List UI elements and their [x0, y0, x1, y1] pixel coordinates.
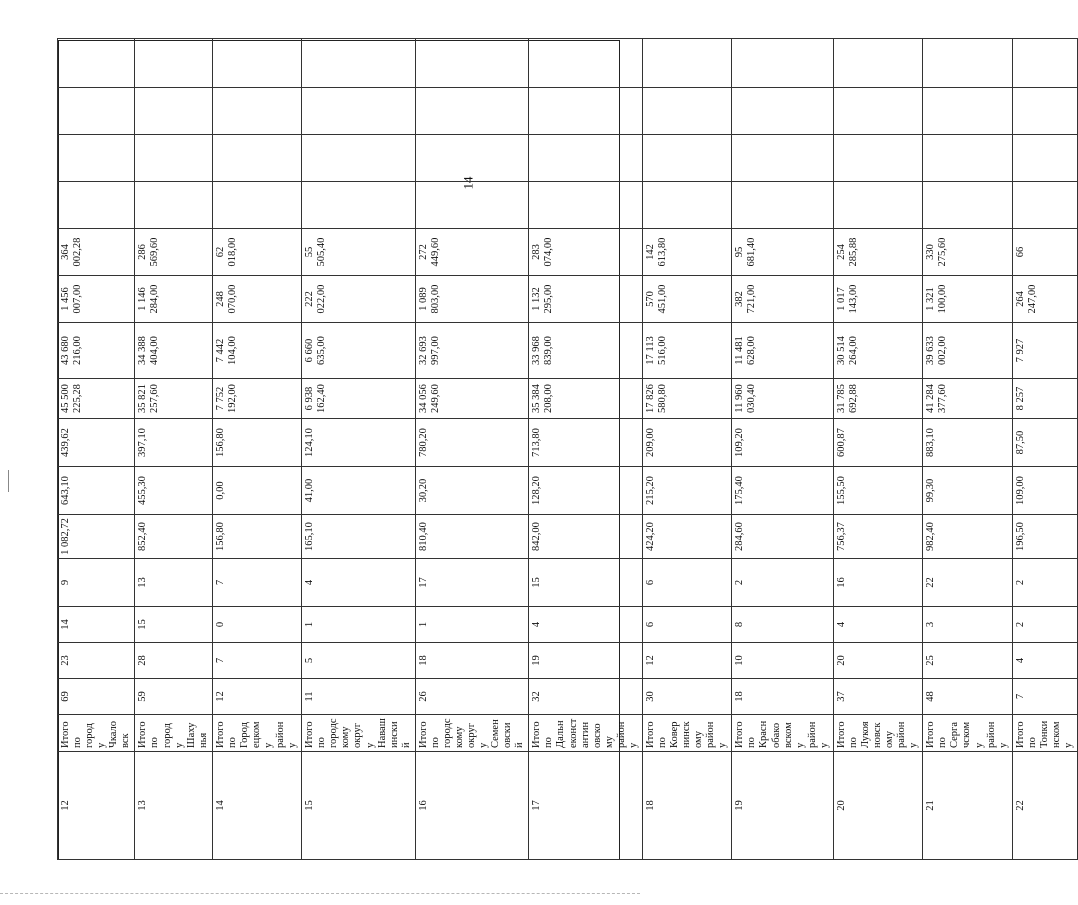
empty-cell — [642, 182, 731, 229]
empty-cell — [732, 39, 834, 88]
value-cell-c11: 272 449,60 — [415, 229, 529, 276]
table-row — [529, 39, 643, 860]
value-cell-c1: 37 — [833, 679, 922, 715]
table-row — [135, 39, 212, 860]
value-cell-c5: 842,00 — [529, 515, 643, 559]
value-cell-c5: 424,20 — [642, 515, 731, 559]
value-cell-c11: 364 002,28 — [58, 229, 135, 276]
value-cell-c5: 982,40 — [923, 515, 1012, 559]
row-number-cell: 18 — [642, 752, 731, 860]
value-cell-c6: 455,30 — [135, 467, 212, 515]
empty-cell — [833, 88, 922, 135]
row-label-cell: Итого по Краснобаковскому району — [732, 715, 834, 752]
value-cell-c2: 12 — [642, 643, 731, 679]
value-cell-c4: 2 — [1012, 559, 1077, 607]
row-number-cell: 20 — [833, 752, 922, 860]
empty-cell — [529, 88, 643, 135]
table-row — [732, 39, 834, 860]
value-cell-c1: 12 — [212, 679, 301, 715]
row-label-cell: Итого по Дальнеконстантиновскому району — [529, 715, 643, 752]
value-cell-c9: 33 968 839,00 — [529, 323, 643, 379]
empty-cell — [212, 88, 301, 135]
value-cell-c7: 87,50 — [1012, 419, 1077, 467]
empty-cell — [642, 135, 731, 182]
value-cell-c4: 9 — [58, 559, 135, 607]
value-cell-c10: 248 070,00 — [212, 276, 301, 323]
value-cell-c6: 30,20 — [415, 467, 529, 515]
table-row — [1012, 39, 1077, 860]
empty-cell — [212, 135, 301, 182]
table-row — [302, 39, 416, 860]
empty-cell — [732, 88, 834, 135]
table-row — [212, 39, 301, 860]
value-cell-c9: 32 693 997,00 — [415, 323, 529, 379]
empty-cell — [833, 39, 922, 88]
value-cell-c8: 35 821 257,60 — [135, 379, 212, 419]
value-cell-c7: 397,10 — [135, 419, 212, 467]
value-cell-c9: 17 113 516,00 — [642, 323, 731, 379]
value-cell-c1: 30 — [642, 679, 731, 715]
row-number-cell: 16 — [415, 752, 529, 860]
value-cell-c4: 7 — [212, 559, 301, 607]
value-cell-c7: 883,10 — [923, 419, 1012, 467]
row-number-cell: 12 — [58, 752, 135, 860]
empty-cell — [58, 135, 135, 182]
value-cell-c2: 19 — [529, 643, 643, 679]
value-cell-c1: 7 — [1012, 679, 1077, 715]
value-cell-c10: 382 721,00 — [732, 276, 834, 323]
value-cell-c11: 142 613,80 — [642, 229, 731, 276]
row-number-cell: 15 — [302, 752, 416, 860]
empty-cell — [135, 182, 212, 229]
value-cell-c6: 41,00 — [302, 467, 416, 515]
value-cell-c10: 1 456 007,00 — [58, 276, 135, 323]
empty-cell — [1012, 182, 1077, 229]
empty-cell — [732, 182, 834, 229]
value-cell-c7: 109,20 — [732, 419, 834, 467]
value-cell-c10: 222 022,00 — [302, 276, 416, 323]
value-cell-c11: 95 681,40 — [732, 229, 834, 276]
empty-cell — [212, 182, 301, 229]
value-cell-c9: 34 388 404,00 — [135, 323, 212, 379]
value-cell-c6: 155,50 — [833, 467, 922, 515]
empty-cell — [58, 182, 135, 229]
empty-cell — [1012, 88, 1077, 135]
value-cell-c5: 165,10 — [302, 515, 416, 559]
value-cell-c7: 439,62 — [58, 419, 135, 467]
value-cell-c6: 643,10 — [58, 467, 135, 515]
empty-cell — [923, 182, 1012, 229]
value-cell-c3: 2 — [1012, 607, 1077, 643]
value-cell-c2: 10 — [732, 643, 834, 679]
value-cell-c6: 128,20 — [529, 467, 643, 515]
empty-cell — [529, 39, 643, 88]
empty-cell — [135, 39, 212, 88]
empty-cell — [58, 88, 135, 135]
value-cell-c5: 756,37 — [833, 515, 922, 559]
value-cell-c3: 6 — [642, 607, 731, 643]
value-cell-c2: 28 — [135, 643, 212, 679]
row-number-cell: 21 — [923, 752, 1012, 860]
empty-cell — [923, 135, 1012, 182]
value-cell-c4: 2 — [732, 559, 834, 607]
scan-edge-line — [0, 893, 640, 895]
page-number: 14 — [460, 176, 476, 190]
value-cell-c9: 6 660 635,00 — [302, 323, 416, 379]
value-cell-c5: 196,50 — [1012, 515, 1077, 559]
value-cell-c8: 6 938 162,40 — [302, 379, 416, 419]
row-label-cell: Итого по Ковернинскому району — [642, 715, 731, 752]
value-cell-c10: 1 146 284,00 — [135, 276, 212, 323]
value-cell-c7: 209,00 — [642, 419, 731, 467]
value-cell-c4: 4 — [302, 559, 416, 607]
value-cell-c6: 109,00 — [1012, 467, 1077, 515]
value-cell-c7: 780,20 — [415, 419, 529, 467]
value-cell-c8: 35 384 208,00 — [529, 379, 643, 419]
value-cell-c5: 852,40 — [135, 515, 212, 559]
empty-cell — [1012, 39, 1077, 88]
value-cell-c9: 7 927 — [1012, 323, 1077, 379]
value-cell-c3: 4 — [529, 607, 643, 643]
value-cell-c8: 7 752 192,00 — [212, 379, 301, 419]
value-cell-c8: 45 500 225,28 — [58, 379, 135, 419]
row-number-cell: 19 — [732, 752, 834, 860]
empty-cell — [833, 182, 922, 229]
empty-cell — [415, 88, 529, 135]
value-cell-c8: 31 785 692,88 — [833, 379, 922, 419]
value-cell-c5: 1 082,72 — [58, 515, 135, 559]
value-cell-c4: 6 — [642, 559, 731, 607]
empty-cell — [302, 135, 416, 182]
value-cell-c5: 810,40 — [415, 515, 529, 559]
value-cell-c1: 48 — [923, 679, 1012, 715]
value-cell-c7: 156,80 — [212, 419, 301, 467]
table-row — [58, 39, 135, 860]
value-cell-c3: 15 — [135, 607, 212, 643]
value-cell-c1: 69 — [58, 679, 135, 715]
value-cell-c10: 1 017 143,00 — [833, 276, 922, 323]
value-cell-c8: 41 284 377,60 — [923, 379, 1012, 419]
rotated-table-container — [57, 40, 1074, 860]
value-cell-c3: 14 — [58, 607, 135, 643]
value-cell-c7: 713,80 — [529, 419, 643, 467]
value-cell-c9: 43 680 216,00 — [58, 323, 135, 379]
empty-cell — [642, 39, 731, 88]
value-cell-c5: 156,80 — [212, 515, 301, 559]
value-cell-c8: 8 257 — [1012, 379, 1077, 419]
value-cell-c3: 3 — [923, 607, 1012, 643]
value-cell-c9: 7 442 104,00 — [212, 323, 301, 379]
table-row — [415, 39, 529, 860]
empty-cell — [135, 135, 212, 182]
table-row — [642, 39, 731, 860]
value-cell-c11: 330 275,60 — [923, 229, 1012, 276]
empty-cell — [1012, 135, 1077, 182]
table-row — [833, 39, 922, 860]
value-cell-c2: 18 — [415, 643, 529, 679]
value-cell-c9: 11 481 628,00 — [732, 323, 834, 379]
value-cell-c10: 570 451,00 — [642, 276, 731, 323]
value-cell-c4: 13 — [135, 559, 212, 607]
value-cell-c10: 1 321 100,00 — [923, 276, 1012, 323]
value-cell-c3: 1 — [415, 607, 529, 643]
row-label-cell: Итого по городскому округу Навашинский — [302, 715, 416, 752]
empty-cell — [833, 135, 922, 182]
value-cell-c10: 1 089 803,00 — [415, 276, 529, 323]
value-cell-c8: 34 056 249,60 — [415, 379, 529, 419]
value-cell-c10: 264 247,00 — [1012, 276, 1077, 323]
value-cell-c1: 59 — [135, 679, 212, 715]
empty-cell — [302, 88, 416, 135]
value-cell-c1: 32 — [529, 679, 643, 715]
value-cell-c4: 17 — [415, 559, 529, 607]
row-number-cell: 17 — [529, 752, 643, 860]
empty-cell — [135, 88, 212, 135]
value-cell-c3: 1 — [302, 607, 416, 643]
value-cell-c5: 284,60 — [732, 515, 834, 559]
value-cell-c6: 215,20 — [642, 467, 731, 515]
value-cell-c8: 11 960 030,40 — [732, 379, 834, 419]
value-cell-c4: 16 — [833, 559, 922, 607]
value-cell-c8: 17 826 580,80 — [642, 379, 731, 419]
empty-cell — [302, 39, 416, 88]
empty-cell — [212, 39, 301, 88]
value-cell-c9: 30 514 264,00 — [833, 323, 922, 379]
value-cell-c11: 66 — [1012, 229, 1077, 276]
value-cell-c11: 286 569,60 — [135, 229, 212, 276]
value-cell-c11: 62 018,00 — [212, 229, 301, 276]
value-cell-c2: 23 — [58, 643, 135, 679]
value-cell-c11: 55 505,40 — [302, 229, 416, 276]
value-cell-c1: 26 — [415, 679, 529, 715]
empty-cell — [58, 39, 135, 88]
row-label-cell: Итого по Тонкинскому — [1012, 715, 1077, 752]
row-label-cell: Итого по городскому округу Семеновский — [415, 715, 529, 752]
value-cell-c6: 99,30 — [923, 467, 1012, 515]
value-cell-c3: 4 — [833, 607, 922, 643]
table-body — [58, 39, 1078, 860]
value-cell-c6: 0,00 — [212, 467, 301, 515]
value-cell-c9: 39 633 002,00 — [923, 323, 1012, 379]
value-cell-c4: 22 — [923, 559, 1012, 607]
value-cell-c2: 25 — [923, 643, 1012, 679]
scan-margin-mark — [8, 470, 9, 492]
empty-cell — [529, 182, 643, 229]
empty-cell — [415, 39, 529, 88]
value-cell-c3: 0 — [212, 607, 301, 643]
value-cell-c4: 15 — [529, 559, 643, 607]
value-cell-c2: 7 — [212, 643, 301, 679]
row-number-cell: 14 — [212, 752, 301, 860]
value-cell-c10: 1 132 295,00 — [529, 276, 643, 323]
value-cell-c2: 4 — [1012, 643, 1077, 679]
value-cell-c7: 600,87 — [833, 419, 922, 467]
row-label-cell: Итого по городу Чкаловск — [58, 715, 135, 752]
row-number-cell: 22 — [1012, 752, 1077, 860]
empty-cell — [529, 135, 643, 182]
row-label-cell: Итого по Сергачскому району — [923, 715, 1012, 752]
value-cell-c11: 283 074,00 — [529, 229, 643, 276]
empty-cell — [415, 182, 529, 229]
data-table — [57, 38, 1078, 860]
empty-cell — [923, 39, 1012, 88]
empty-cell — [732, 135, 834, 182]
value-cell-c2: 20 — [833, 643, 922, 679]
empty-cell — [302, 182, 416, 229]
value-cell-c1: 11 — [302, 679, 416, 715]
value-cell-c3: 8 — [732, 607, 834, 643]
empty-cell — [415, 135, 529, 182]
table-row — [923, 39, 1012, 860]
row-label-cell: Итого по городу Шахунья — [135, 715, 212, 752]
row-label-cell: Итого по Городецкому району — [212, 715, 301, 752]
value-cell-c6: 175,40 — [732, 467, 834, 515]
value-cell-c11: 254 285,88 — [833, 229, 922, 276]
value-cell-c2: 5 — [302, 643, 416, 679]
value-cell-c7: 124,10 — [302, 419, 416, 467]
value-cell-c1: 18 — [732, 679, 834, 715]
empty-cell — [642, 88, 731, 135]
row-label-cell: Итого по Лукояновскому району — [833, 715, 922, 752]
empty-cell — [923, 88, 1012, 135]
row-number-cell: 13 — [135, 752, 212, 860]
